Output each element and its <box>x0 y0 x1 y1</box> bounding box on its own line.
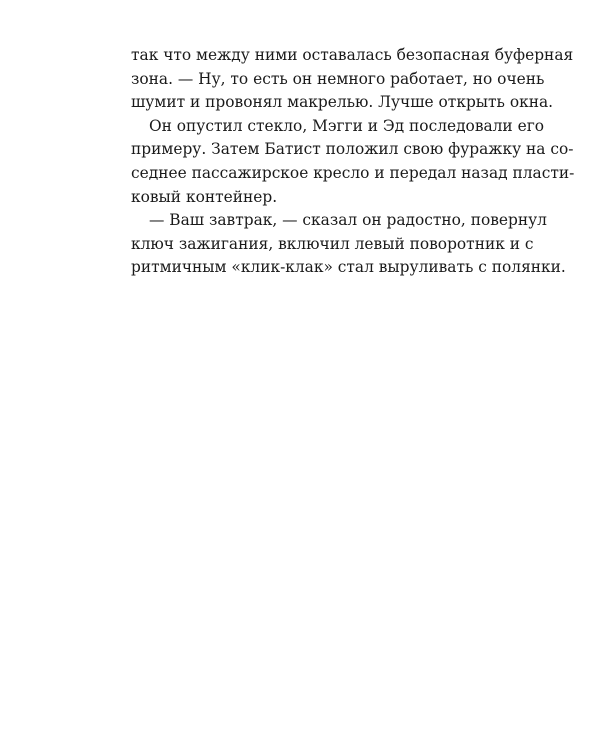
text-line: седнее пассажирское кресло и передал назад пласти- <box>131 163 575 182</box>
text-line: примеру. Затем Батист положил свою фуражку на со- <box>131 140 574 159</box>
text-line: шумит и провонял макрелью. Лучше открыть окна. <box>131 93 554 112</box>
text-line: ритмичным «клик-клак» стал выруливать с полянки. <box>131 258 566 277</box>
text-line: ковый контейнер. <box>131 187 278 206</box>
text-line: так что между ними оставалась безопасная буферная <box>131 46 574 64</box>
text-line: зона. — Ну, то есть он немного работает, но очень <box>131 69 545 88</box>
text-line: ключ зажигания, включил левый поворотник и с <box>131 234 534 253</box>
body-text <box>131 44 575 280</box>
text-line: Он опустил стекло, Мэгги и Эд последовали его <box>149 116 545 135</box>
text-line: — Ваш завтрак, — сказал он радостно, повернул <box>149 211 547 230</box>
